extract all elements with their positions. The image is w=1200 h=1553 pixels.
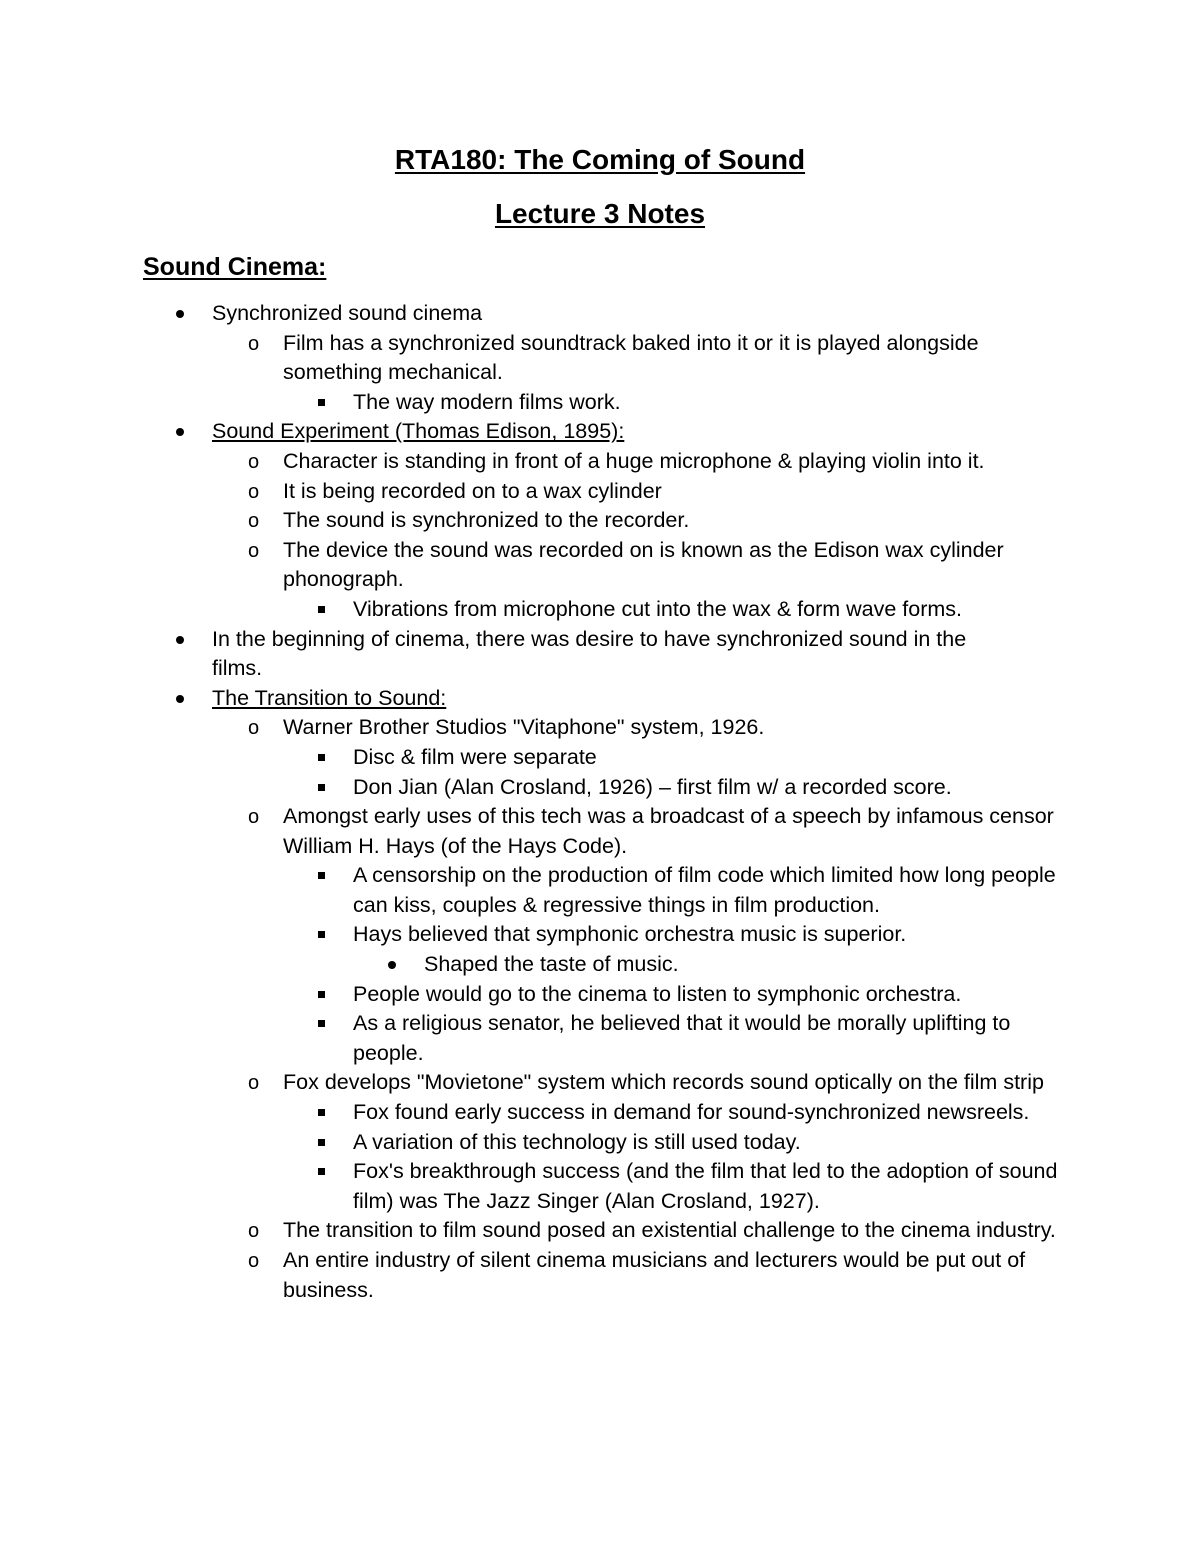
bullet-dot-icon <box>176 695 184 703</box>
list-item-text: An entire industry of silent cinema musicians and lecturers would be put out of business. <box>283 1248 1026 1302</box>
bullet-square-icon <box>318 872 325 879</box>
list-item-text: As a religious senator, he believed that it would be morally uplifting to people. <box>353 1011 1011 1065</box>
list-item-level-1 <box>0 299 1200 329</box>
list-item-level-1 <box>0 684 1200 714</box>
list-item-text: The transition to film sound posed an existential challenge to the cinema industry. <box>283 1218 1056 1243</box>
list-item-text: Fox develops "Movietone" system which records sound optically on the film strip <box>283 1070 1044 1095</box>
bullet-square-icon <box>318 1168 325 1175</box>
bullet-square-icon <box>318 754 325 761</box>
bullet-circle-icon: o <box>248 450 260 473</box>
list-item-text: The sound is synchronized to the recorder. <box>283 508 690 533</box>
bullet-dot-icon <box>176 428 184 436</box>
bullet-circle-icon: o <box>248 806 260 829</box>
list-item-level-3 <box>0 595 1200 625</box>
list-item-text: Disc & film were separate <box>353 744 597 769</box>
bullet-circle-icon: o <box>248 539 260 562</box>
list-item-level-2 <box>0 1068 1200 1098</box>
list-item-level-3 <box>0 388 1200 418</box>
list-item-text: Shaped the taste of music. <box>424 952 679 977</box>
bullet-circle-icon: o <box>248 1072 260 1095</box>
list-item-level-3 <box>0 1128 1200 1158</box>
bullet-dot-icon <box>388 961 396 969</box>
bullet-square-icon <box>318 784 325 791</box>
list-item-level-2 <box>0 1216 1200 1246</box>
list-item-text: Fox found early success in demand for sound-synchronized newsreels. <box>353 1100 1030 1125</box>
list-item-text: The Transition to Sound: <box>212 685 447 710</box>
list-item-level-4 <box>0 950 1200 980</box>
list-item-text: Synchronized sound cinema <box>212 301 483 325</box>
list-item-text: A variation of this technology is still used today. <box>353 1129 801 1154</box>
list-item-level-3 <box>0 1157 1200 1216</box>
list-item-level-1 <box>0 625 1200 684</box>
list-item-text: Warner Brother Studios "Vitaphone" system, 1926. <box>283 715 765 740</box>
list-item-text: Sound Experiment (Thomas Edison, 1895): <box>212 419 625 444</box>
list-item-level-2 <box>0 713 1200 743</box>
list-item-text: Don Jian (Alan Crosland, 1926) – first film w/ a recorded score. <box>353 774 952 799</box>
bullet-square-icon <box>318 606 325 613</box>
bullet-circle-icon: o <box>248 717 260 740</box>
list-item-level-3 <box>0 861 1200 920</box>
list-item-text: Character is standing in front of a huge microphone & playing violin into it. <box>283 448 985 473</box>
list-item-text: The device the sound was recorded on is known as the Edison wax cylinder phonograph. <box>283 537 1004 592</box>
list-item-level-1 <box>0 417 1200 447</box>
bullet-dot-icon <box>176 636 184 644</box>
list-item-text: In the beginning of cinema, there was desire to have synchronized sound in the films. <box>212 626 967 681</box>
list-item-text: People would go to the cinema to listen to symphonic orchestra. <box>353 981 962 1006</box>
document-subtitle: Lecture 3 Notes <box>494 198 706 229</box>
list-item-text: Hays believed that symphonic orchestra music is superior. <box>353 922 907 947</box>
bullet-circle-icon: o <box>248 1220 260 1243</box>
bullet-square-icon <box>318 1020 325 1027</box>
list-item-text: Amongst early uses of this tech was a broadcast of a speech by infamous censor William H. Hays (of the Hays Code). <box>283 804 1054 858</box>
section-heading: Sound Cinema: <box>143 253 327 281</box>
notes-list <box>0 299 1200 1305</box>
list-item-level-2 <box>0 536 1200 595</box>
list-item-level-3 <box>0 980 1200 1010</box>
list-item-level-3 <box>0 1098 1200 1128</box>
bullet-square-icon <box>318 1139 325 1146</box>
bullet-square-icon <box>318 991 325 998</box>
list-item-text: Film has a synchronized soundtrack baked into it or it is played alongside something mechanical. <box>283 330 979 385</box>
list-item-level-2 <box>0 506 1200 536</box>
list-item-level-3 <box>0 1009 1200 1068</box>
bullet-circle-icon: o <box>248 332 260 355</box>
bullet-circle-icon: o <box>248 1250 260 1272</box>
bullet-square-icon <box>318 399 325 406</box>
bullet-circle-icon: o <box>248 480 260 503</box>
document-title: RTA180: The Coming of Sound <box>394 144 806 175</box>
bullet-circle-icon: o <box>248 510 260 533</box>
bullet-dot-icon <box>176 310 184 318</box>
list-item-level-2 <box>0 447 1200 477</box>
list-item-level-2 <box>0 1246 1200 1305</box>
list-item-level-2 <box>0 477 1200 507</box>
bullet-square-icon <box>318 1109 325 1116</box>
list-item-level-2 <box>0 802 1200 861</box>
list-item-level-3 <box>0 773 1200 803</box>
list-item-level-2 <box>0 329 1200 388</box>
list-item-text: It is being recorded on to a wax cylinder <box>283 478 662 503</box>
list-item-text: Fox's breakthrough success (and the film that led to the adoption of sound film) was The Jazz Singer (Alan Crosland, 1927). <box>353 1159 1058 1213</box>
list-item-text: A censorship on the production of film code which limited how long people can kiss, couples & regressive things in film production. <box>353 863 1056 917</box>
list-item-level-3 <box>0 743 1200 773</box>
list-item-level-3 <box>0 920 1200 950</box>
list-item-text: The way modern films work. <box>353 389 621 414</box>
list-item-text: Vibrations from microphone cut into the wax & form wave forms. <box>353 596 963 621</box>
bullet-square-icon <box>318 931 325 938</box>
